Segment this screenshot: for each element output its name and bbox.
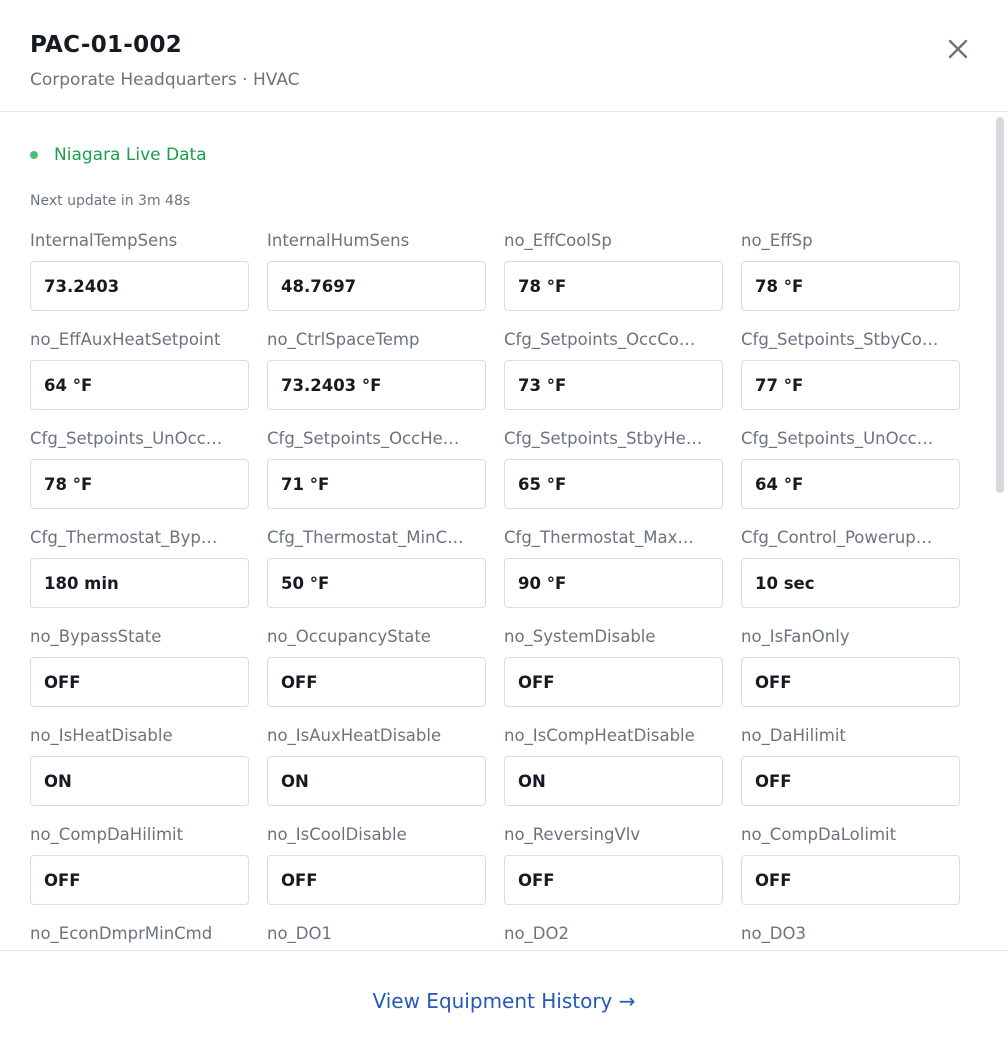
data-point-field xyxy=(267,429,486,528)
data-point-label: no_CompDaLolimit xyxy=(741,825,897,844)
data-point-label: no_IsFanOnly xyxy=(741,627,850,646)
data-point-value: 73 °F xyxy=(504,360,723,410)
data-point-value: 78 °F xyxy=(504,261,723,311)
data-point-label: Cfg_Setpoints_StbyHe… xyxy=(504,429,703,448)
data-point-field xyxy=(504,429,723,528)
data-point-value: ON xyxy=(30,756,249,806)
data-point-field xyxy=(267,528,486,627)
close-icon xyxy=(944,35,972,63)
data-point-value: OFF xyxy=(30,657,249,707)
data-point-field xyxy=(504,924,723,950)
view-equipment-history-link[interactable]: View Equipment History → xyxy=(372,989,636,1013)
data-point-field xyxy=(267,231,486,330)
modal-footer xyxy=(0,950,1008,1053)
data-point-value: OFF xyxy=(504,657,723,707)
data-point-field xyxy=(30,924,249,950)
data-point-value: 50 °F xyxy=(267,558,486,608)
data-point-value: 64 °F xyxy=(30,360,249,410)
data-point-field xyxy=(741,231,960,330)
live-status-dot-icon xyxy=(30,151,38,159)
data-point-label: no_BypassState xyxy=(30,627,162,646)
data-point-label: Cfg_Thermostat_MinC… xyxy=(267,528,464,547)
data-point-label: Cfg_Setpoints_StbyCo… xyxy=(741,330,939,349)
data-point-field xyxy=(30,429,249,528)
modal-body xyxy=(0,113,1008,950)
data-point-field xyxy=(741,726,960,825)
data-point-field xyxy=(504,231,723,330)
data-point-field xyxy=(30,330,249,429)
data-point-label: Cfg_Thermostat_Byp… xyxy=(30,528,218,547)
data-point-field xyxy=(741,528,960,627)
next-update-text: Next update in 3m 48s xyxy=(30,193,191,209)
data-point-field xyxy=(504,627,723,726)
data-point-value: OFF xyxy=(267,855,486,905)
data-point-field xyxy=(741,627,960,726)
data-point-label: no_IsAuxHeatDisable xyxy=(267,726,442,745)
data-point-value: 78 °F xyxy=(741,261,960,311)
data-point-label: no_DO2 xyxy=(504,924,569,943)
data-point-label: Cfg_Setpoints_UnOcc… xyxy=(30,429,223,448)
data-point-value: 73.2403 xyxy=(30,261,249,311)
data-point-field xyxy=(741,825,960,924)
data-point-grid xyxy=(30,231,960,950)
data-point-label: no_IsHeatDisable xyxy=(30,726,173,745)
data-point-label: no_IsCoolDisable xyxy=(267,825,407,844)
data-point-value: OFF xyxy=(30,855,249,905)
data-point-field xyxy=(267,924,486,950)
data-point-label: no_CtrlSpaceTemp xyxy=(267,330,420,349)
data-point-field xyxy=(30,231,249,330)
data-point-value: 180 min xyxy=(30,558,249,608)
data-point-label: no_SystemDisable xyxy=(504,627,656,646)
data-point-label: no_IsCompHeatDisable xyxy=(504,726,695,745)
data-point-label: no_EconDmprMinCmd xyxy=(30,924,213,943)
data-point-field xyxy=(267,825,486,924)
data-point-value: 48.7697 xyxy=(267,261,486,311)
data-point-field xyxy=(741,330,960,429)
data-point-value: OFF xyxy=(741,855,960,905)
data-point-field xyxy=(267,726,486,825)
data-point-field xyxy=(267,627,486,726)
data-point-label: no_DaHilimit xyxy=(741,726,846,745)
data-point-field xyxy=(504,330,723,429)
data-point-field xyxy=(504,726,723,825)
data-point-value: 10 sec xyxy=(741,558,960,608)
data-point-value: OFF xyxy=(741,657,960,707)
data-point-label: no_DO1 xyxy=(267,924,332,943)
data-point-label: InternalHumSens xyxy=(267,231,410,250)
data-point-field xyxy=(504,825,723,924)
data-point-value: 64 °F xyxy=(741,459,960,509)
close-button[interactable] xyxy=(944,35,972,63)
data-point-value: 65 °F xyxy=(504,459,723,509)
data-point-value: 77 °F xyxy=(741,360,960,410)
data-point-value: 71 °F xyxy=(267,459,486,509)
live-status-label: Niagara Live Data xyxy=(54,145,207,165)
data-point-field xyxy=(741,924,960,950)
data-point-field xyxy=(30,528,249,627)
modal-header xyxy=(0,0,1008,112)
data-point-label: no_DO3 xyxy=(741,924,806,943)
data-point-value: 78 °F xyxy=(30,459,249,509)
data-point-label: no_CompDaHilimit xyxy=(30,825,184,844)
data-point-field xyxy=(267,330,486,429)
data-point-label: InternalTempSens xyxy=(30,231,178,250)
data-point-label: Cfg_Setpoints_OccCo… xyxy=(504,330,696,349)
scrollbar-thumb[interactable] xyxy=(996,117,1004,493)
data-point-field xyxy=(30,627,249,726)
data-point-label: no_OccupancyState xyxy=(267,627,431,646)
data-point-value: 73.2403 °F xyxy=(267,360,486,410)
data-point-label: no_EffCoolSp xyxy=(504,231,612,250)
data-point-label: no_ReversingVlv xyxy=(504,825,641,844)
data-point-label: Cfg_Thermostat_Max… xyxy=(504,528,694,547)
data-point-label: Cfg_Setpoints_OccHe… xyxy=(267,429,460,448)
data-point-value: ON xyxy=(267,756,486,806)
data-point-field xyxy=(30,825,249,924)
equipment-title: PAC-01-002 xyxy=(30,32,183,58)
data-point-value: OFF xyxy=(504,855,723,905)
data-point-label: no_EffSp xyxy=(741,231,813,250)
data-point-label: Cfg_Setpoints_UnOcc… xyxy=(741,429,934,448)
data-point-value: OFF xyxy=(741,756,960,806)
equipment-subtitle: Corporate Headquarters · HVAC xyxy=(30,70,300,90)
data-point-value: 90 °F xyxy=(504,558,723,608)
data-point-field xyxy=(741,429,960,528)
live-data-status xyxy=(30,143,207,167)
data-point-value: OFF xyxy=(267,657,486,707)
data-point-label: no_EffAuxHeatSetpoint xyxy=(30,330,221,349)
data-point-field xyxy=(504,528,723,627)
data-point-value: ON xyxy=(504,756,723,806)
data-point-field xyxy=(30,726,249,825)
data-point-label: Cfg_Control_Powerup… xyxy=(741,528,933,547)
